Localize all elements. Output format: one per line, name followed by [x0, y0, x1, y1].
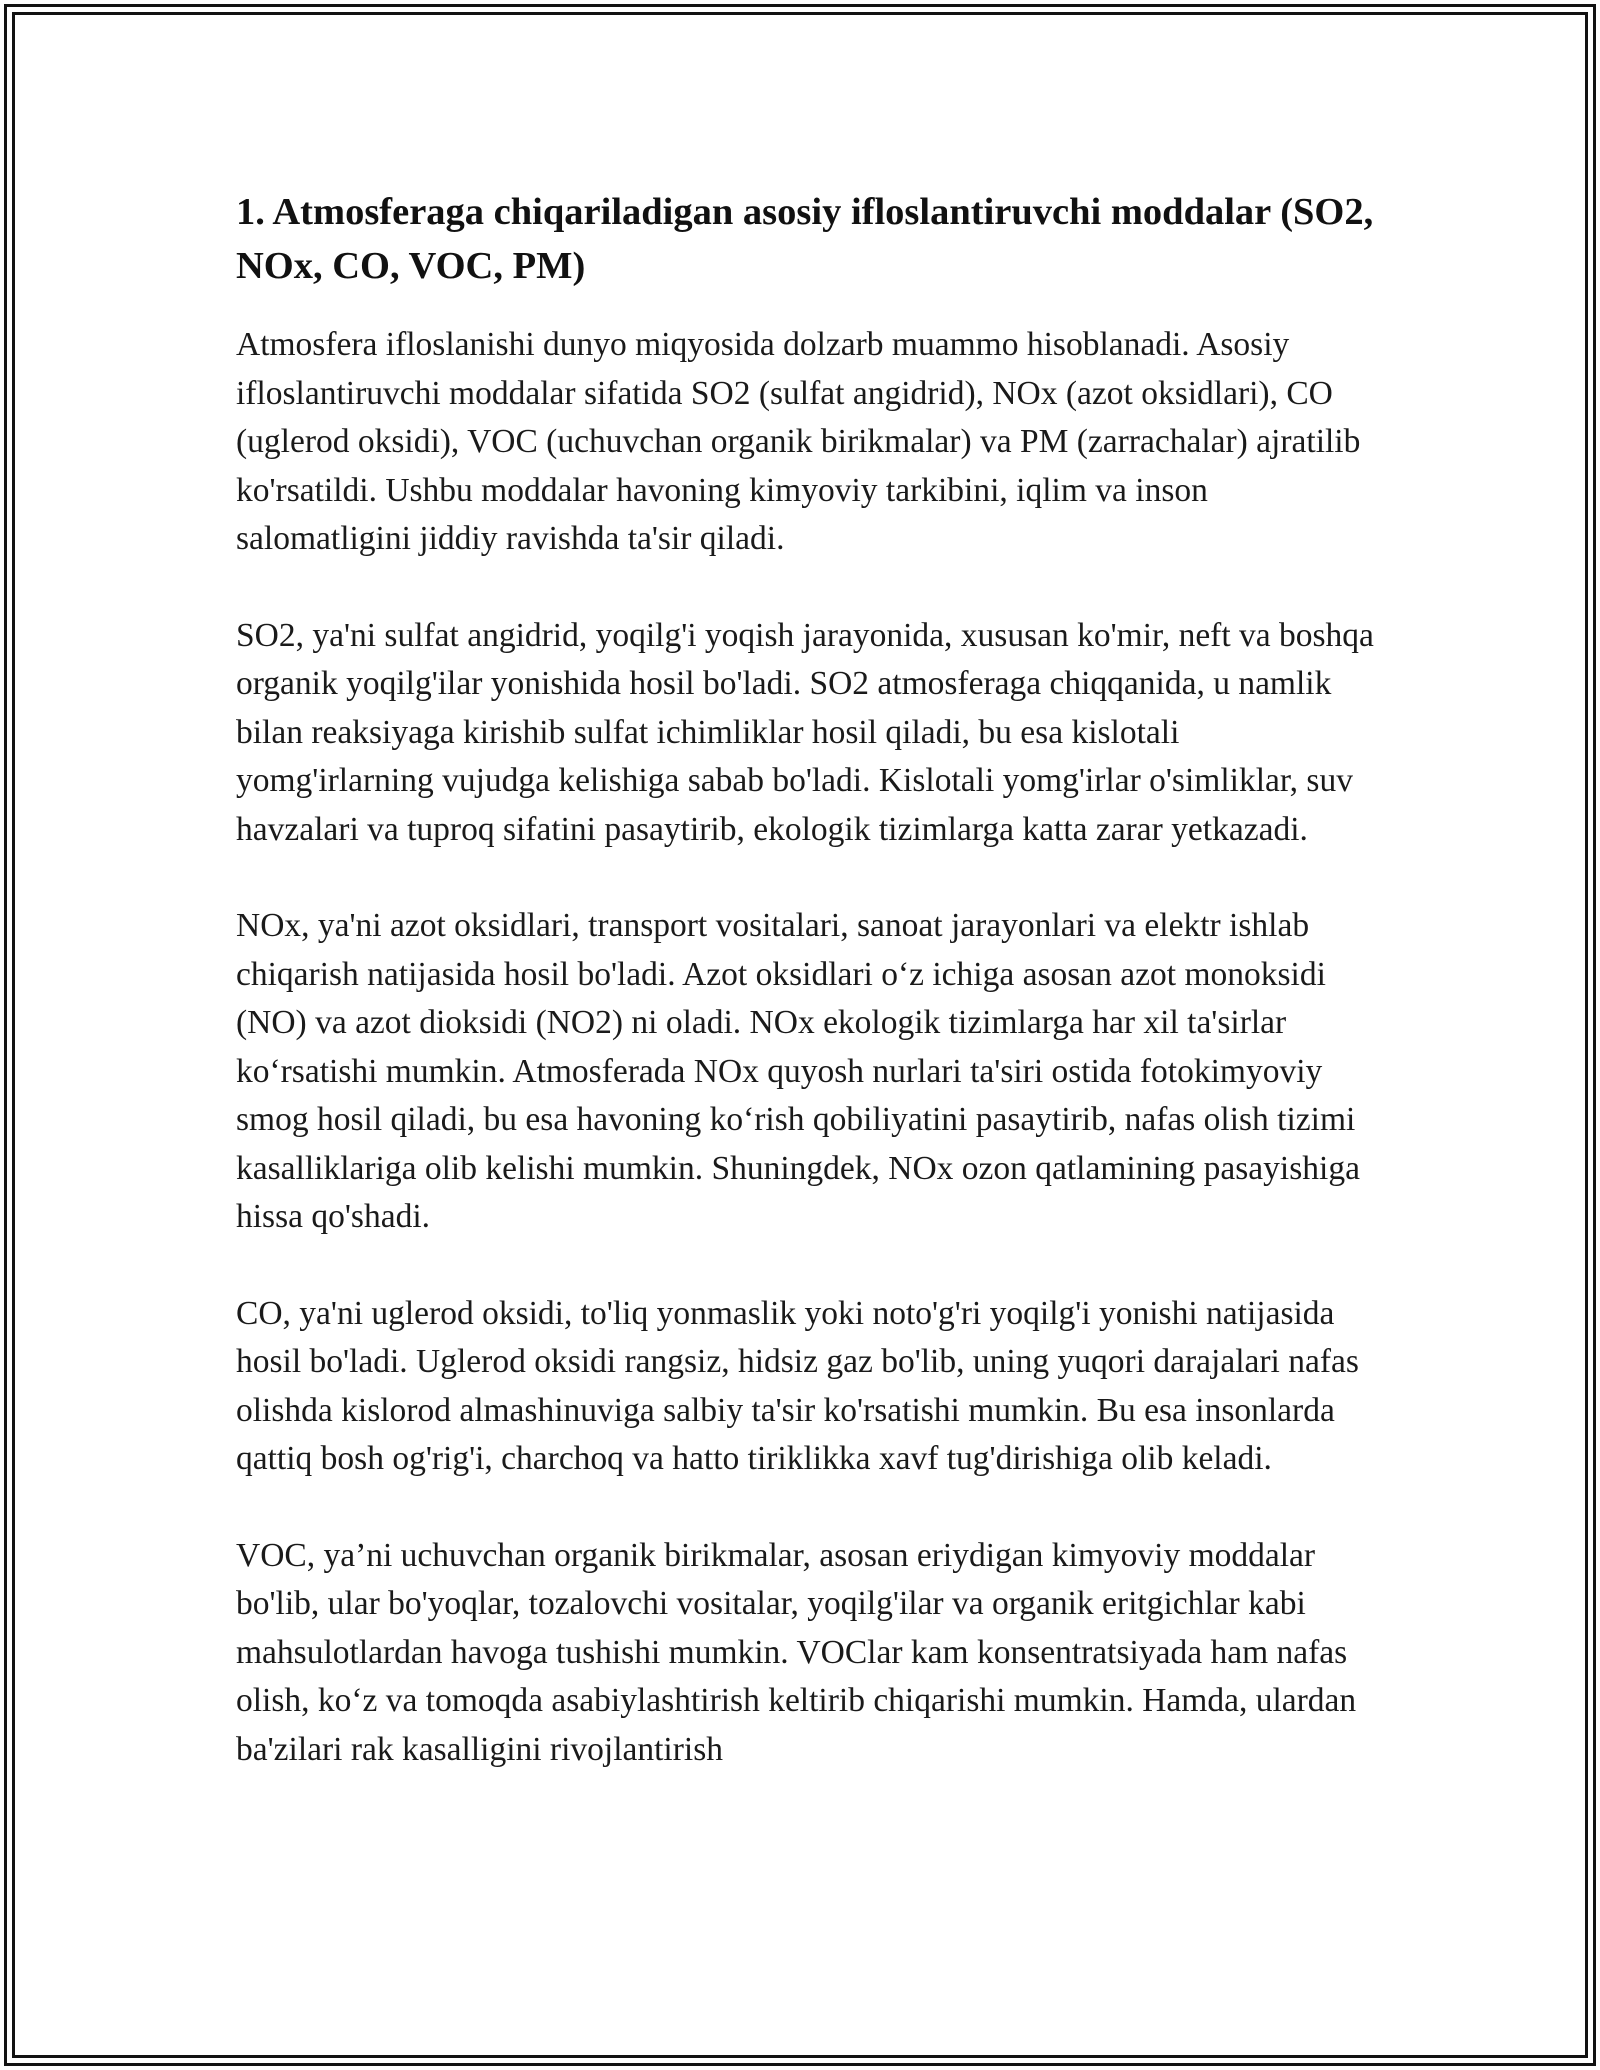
paragraph-co: CO, ya'ni uglerod oksidi, to'liq yonmaslik yoki noto'g'ri yoqilg'i yonishi natijasida hosil bo'ladi. Uglerod oksidi rangsiz, hidsiz gaz bo'lib, uning yuqori darajalari nafas olishda kislorod almashinuviga salbiy ta'sir ko'rsatishi mumkin. Bu esa insonlarda qattiq bosh og'rig'i, charchoq va hatto tiriklikka xavf tug'dirishiga olib keladi. — [236, 1294, 1359, 1477]
section-heading: 1. Atmosferaga chiqariladigan asosiy ifloslantiruvchi moddalar (SO2, NOx, CO, VOC, PM) — [236, 191, 1374, 287]
paragraph-nox: NOx, ya'ni azot oksidlari, transport vositalari, sanoat jarayonlari va elektr ishlab chiqarish natijasida hosil bo'ladi. Azot oksidlari o‘z ichiga asosan azot monoksidi (NO) va azot dioksidi (NO2) ni oladi. NOx ekologik tizimlarga har xil ta'sirlar ko‘rsatishi mumkin. Atmosferada NOx quyosh nurlari ta'siri ostida fotokimyoviy smog hosil qiladi, bu esa havoning ko‘rish qobiliyatini pasaytirib, nafas olish tizimi kasalliklariga olib kelishi mumkin. Shuningdek, NOx ozon qatlamining pasayishiga hissa qo'shadi. — [236, 907, 1360, 1235]
document-body — [236, 185, 1376, 1822]
paragraph-intro: Atmosfera ifloslanishi dunyo miqyosida dolzarb muammo hisoblanadi. Asosiy ifloslantiruvchi moddalar sifatida SO2 (sulfat angidrid), NOx (azot oksidlari), CO (uglerod oksidi), VOC (uchuvchan organik birikmalar) va PM (zarrachalar) ajratilib ko'rsatildi. Ushbu moddalar havoning kimyoviy tarkibini, iqlim va inson salomatligini jiddiy ravishda ta'sir qiladi. — [236, 326, 1361, 557]
paragraph-voc: VOC, ya’ni uchuvchan organik birikmalar, asosan eriydigan kimyoviy moddalar bo'lib, ular bo'yoqlar, tozalovchi vositalar, yoqilg'ilar va organik eritgichlar kabi mahsulotlardan havoga tushishi mumkin. VOClar kam konsentratsiyada ham nafas olish, ko‘z va tomoqda asabiylashtirish keltirib chiqarishi mumkin. Hamda, ulardan ba'zilari rak kasalligini rivojlantirish — [236, 1536, 1357, 1768]
paragraph-so2: SO2, ya'ni sulfat angidrid, yoqilg'i yoqish jarayonida, xususan ko'mir, neft va boshqa organik yoqilg'ilar yonishida hosil bo'ladi. SO2 atmosferaga chiqqanida, u namlik bilan reaksiyaga kirishib sulfat ichimliklar hosil qiladi, bu esa kislotali yomg'irlarning vujudga kelishiga sabab bo'ladi. Kislotali yomg'irlar o'simliklar, suv havzalari va tuproq sifatini pasaytirib, ekologik tizimlarga katta zarar yetkazadi. — [236, 616, 1374, 848]
